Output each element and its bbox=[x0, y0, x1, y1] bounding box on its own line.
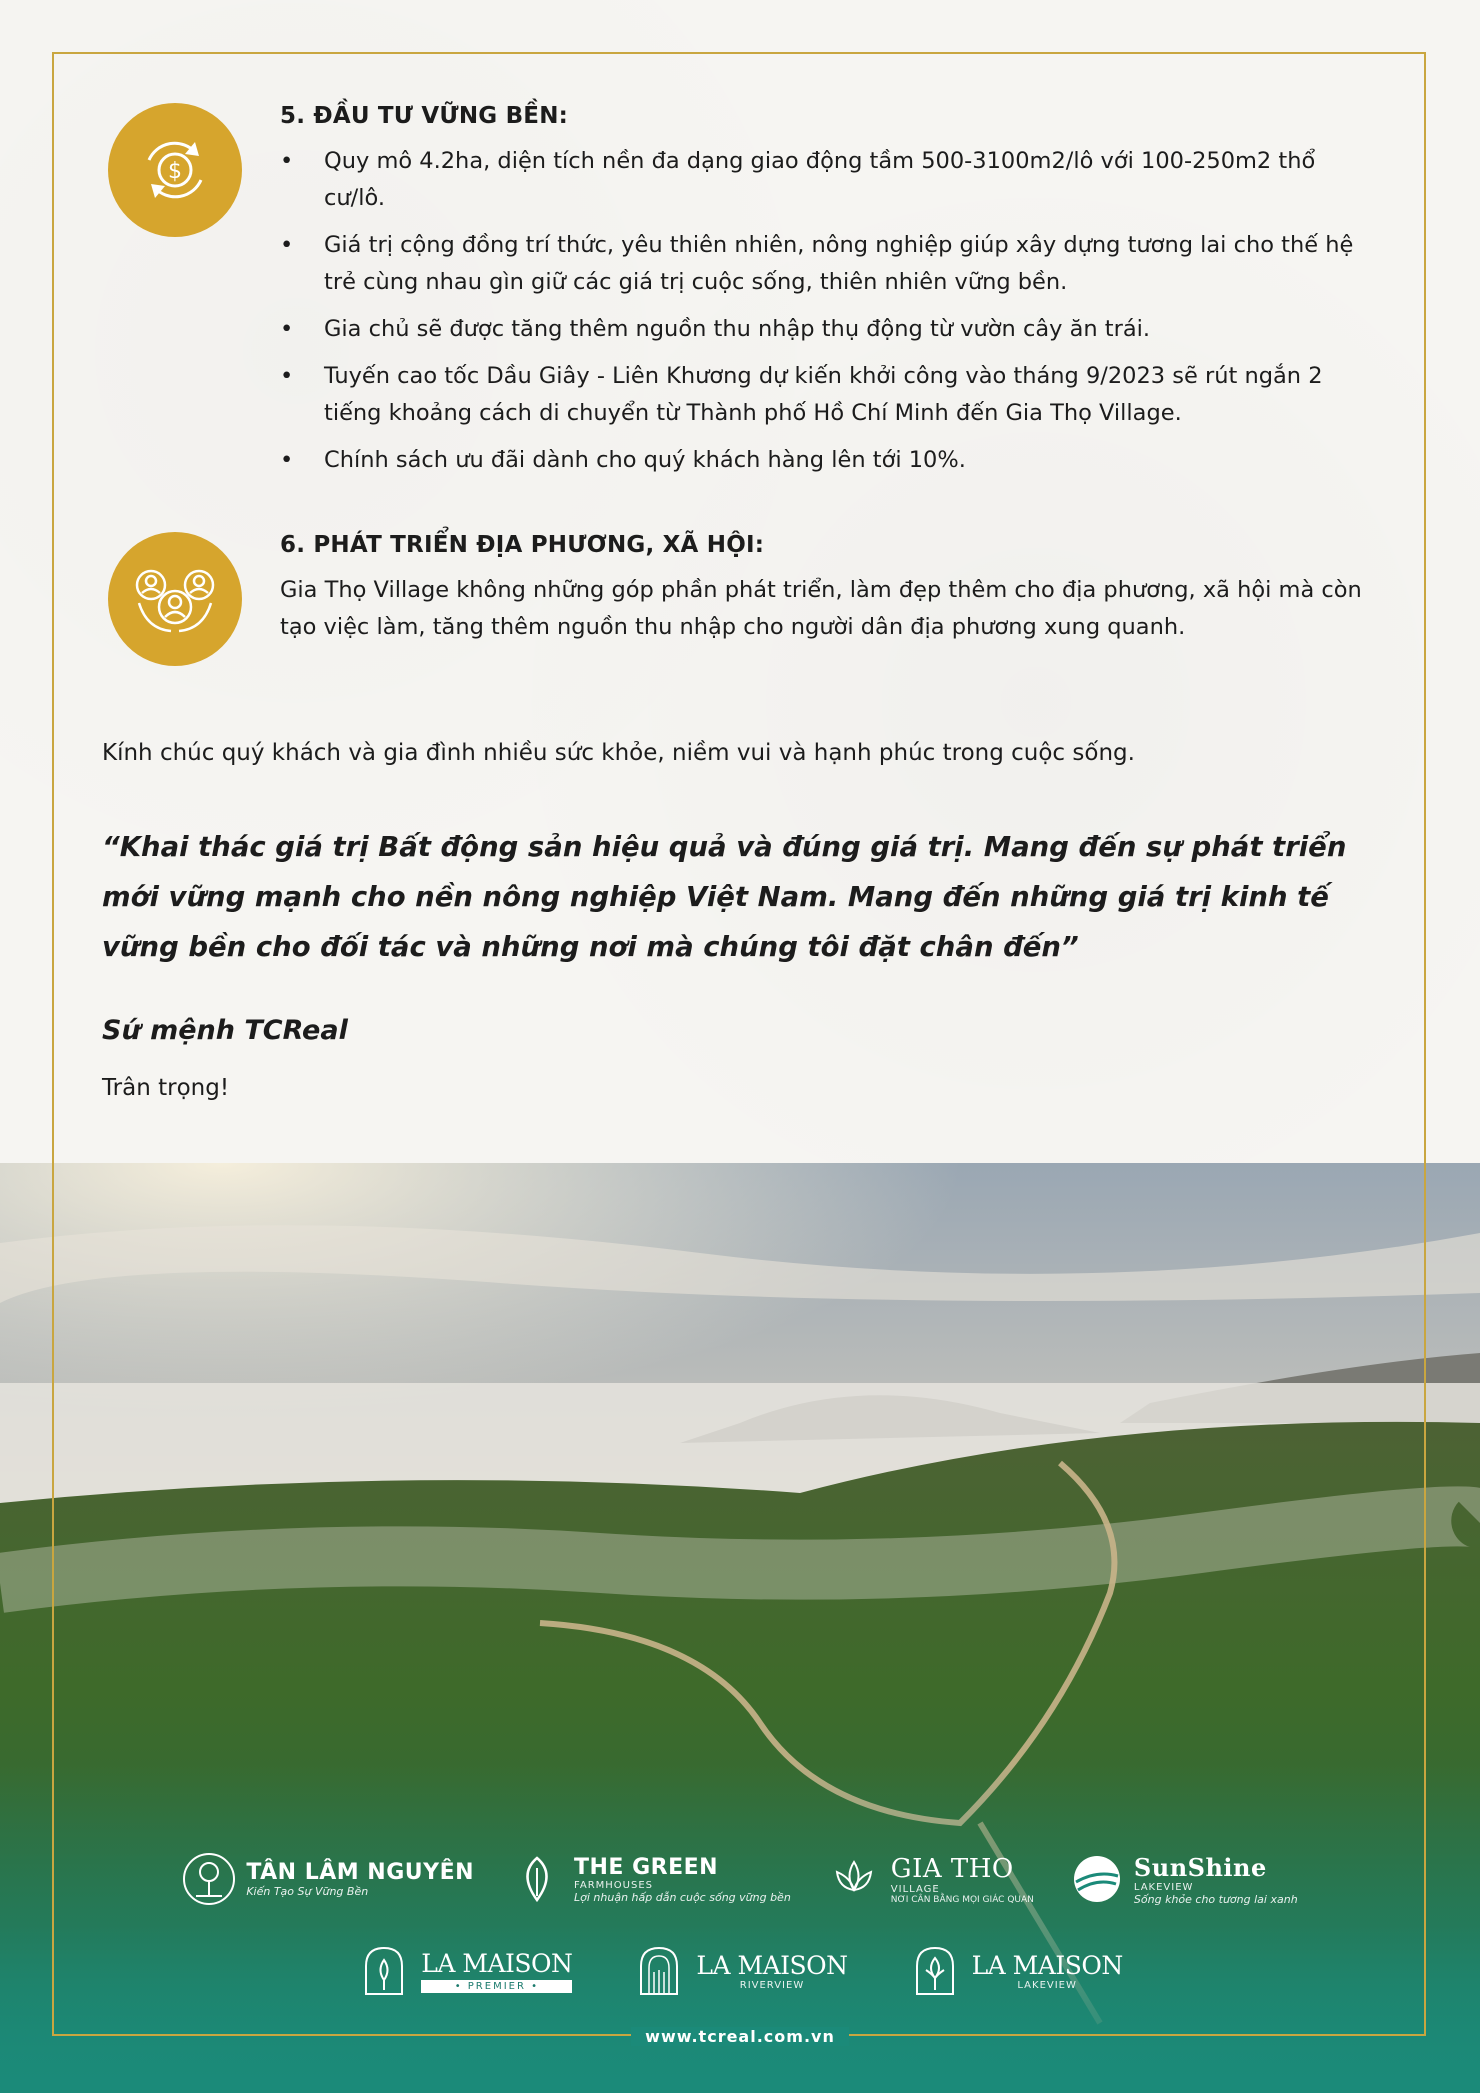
flower-arch-icon bbox=[908, 1944, 962, 1998]
section-title: 6. PHÁT TRIỂN ĐỊA PHƯƠNG, XÃ HỘI: bbox=[280, 532, 765, 558]
mission-title: Sứ mệnh TCReal bbox=[102, 1015, 348, 1046]
logo-sub: FARMHOUSES bbox=[574, 1879, 653, 1891]
list-item: • Tuyến cao tốc Dầu Giây - Liên Khương dự kiến khởi công vào tháng 9/2023 sẽ rút ngắn 2 tiếng khoảng cách di chuyển từ Thành phố Hồ Chí Minh đến Gia Thọ Village. bbox=[280, 358, 1380, 432]
svg-text:$: $ bbox=[168, 159, 182, 184]
list-item: • Giá trị cộng đồng trí thức, yêu thiên nhiên, nông nghiệp giúp xây dựng tương lai cho thế hệ trẻ cùng nhau gìn giữ các giá trị cuộc sống, thiên nhiên vững bền. bbox=[280, 227, 1380, 301]
website-footer bbox=[0, 2027, 1480, 2046]
logo-name: THE GREEN bbox=[574, 1854, 719, 1880]
logo-la-maison-premier bbox=[357, 1944, 572, 1998]
lotus-logo-icon bbox=[827, 1852, 881, 1906]
logo-sub: RIVERVIEW bbox=[739, 1980, 805, 1991]
partner-logos-row-1 bbox=[0, 1852, 1480, 1906]
logo-tagline: NƠI CÂN BẰNG MỌI GIÁC QUAN bbox=[890, 1894, 1034, 1905]
logo-la-maison-lakeview bbox=[908, 1944, 1123, 1998]
logo-name: LA MAISON bbox=[421, 1949, 573, 1978]
list-item: • Gia chủ sẽ được tăng thêm nguồn thu nhập thụ động từ vườn cây ăn trái. bbox=[280, 311, 1380, 348]
website-link[interactable]: www.tcreal.com.vn bbox=[631, 2027, 849, 2046]
dollar-cycle-icon bbox=[108, 103, 242, 237]
logo-name: LA MAISON bbox=[971, 1951, 1123, 1980]
logo-tagline: Kiến Tạo Sự Vững Bền bbox=[246, 1885, 369, 1898]
regards-text: Trân trọng! bbox=[102, 1075, 230, 1101]
section-title: 5. ĐẦU TƯ VỮNG BỀN: bbox=[280, 103, 569, 129]
sun-wave-logo-icon bbox=[1070, 1852, 1124, 1906]
arch-window-icon bbox=[632, 1944, 686, 1998]
logo-sunshine bbox=[1070, 1852, 1298, 1906]
list-item: • Quy mô 4.2ha, diện tích nền đa dạng giao động tầm 500-3100m2/lô với 100-250m2 thổ cư/lô. bbox=[280, 143, 1380, 217]
list-item: • Chính sách ưu đãi dành cho quý khách hàng lên tới 10%. bbox=[280, 442, 1380, 479]
tree-logo-icon bbox=[182, 1852, 236, 1906]
logo-sub: LAKEVIEW bbox=[1017, 1980, 1077, 1991]
logo-name: GIA THO bbox=[890, 1853, 1014, 1884]
logo-la-maison-riverview bbox=[632, 1944, 847, 1998]
section-paragraph: Gia Thọ Village không những góp phần phát triển, làm đẹp thêm cho địa phương, xã hội mà còn tạo việc làm, tăng thêm nguồn thu nhập cho người dân địa phương xung quanh. bbox=[280, 577, 1362, 640]
logo-name: LA MAISON bbox=[696, 1951, 848, 1980]
flower-arch-icon bbox=[357, 1944, 411, 1998]
logo-name: SunShine bbox=[1133, 1852, 1267, 1882]
bullet-list bbox=[280, 143, 1380, 479]
mission-quote: “Khai thác giá trị Bất động sản hiệu quả và đúng giá trị. Mang đến sự phát triển mới vững mạnh cho nền nông nghiệp Việt Nam. Mang đến những giá trị kinh tế vững bền cho đối tác và những nơi mà chúng tôi đặt chân đến” bbox=[102, 831, 1347, 963]
logo-gia-tho bbox=[827, 1852, 1034, 1906]
community-people-icon bbox=[108, 532, 242, 666]
logo-sub: VILLAGE bbox=[890, 1883, 940, 1895]
partner-logos-row-2 bbox=[0, 1944, 1480, 1998]
leaf-logo-icon bbox=[510, 1852, 564, 1906]
logo-tagline: Sống khỏe cho tương lai xanh bbox=[1133, 1892, 1298, 1906]
logo-the-green bbox=[510, 1852, 791, 1906]
greeting-text: Kính chúc quý khách và gia đình nhiều sức khỏe, niềm vui và hạnh phúc trong cuộc sống. bbox=[102, 740, 1135, 766]
logo-name: TÂN LÂM NGUYÊN bbox=[246, 1860, 475, 1885]
logo-sub: • PREMIER • bbox=[421, 1980, 572, 1993]
logo-sub: LAKEVIEW bbox=[1133, 1881, 1194, 1893]
logo-tan-lam-nguyen bbox=[182, 1852, 474, 1906]
logo-tagline: Lợi nhuận hấp dẫn cuộc sống vững bền bbox=[574, 1890, 791, 1904]
